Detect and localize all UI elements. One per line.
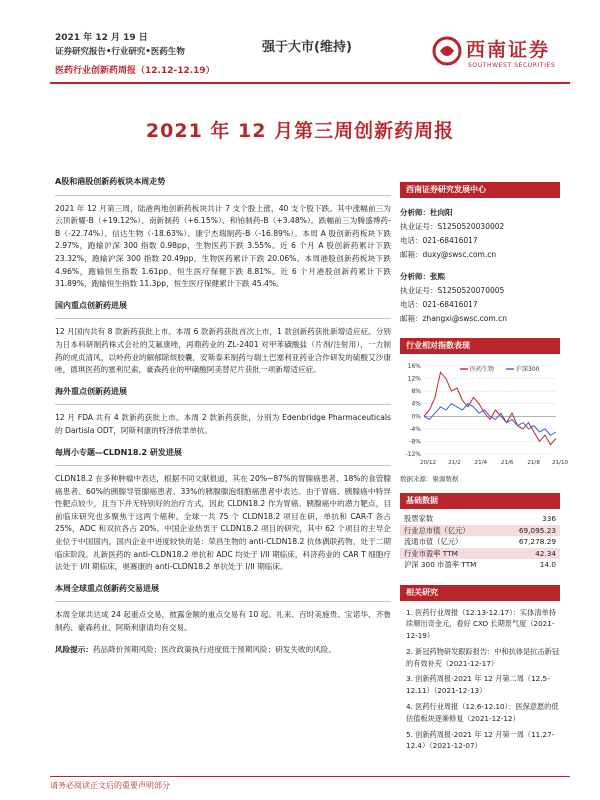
related-link[interactable]: 1. 医药行业周报（12.13-12.17）：实体清单持续顺出奇金元，看好 CXO 长期景气度（2021-12-19）	[406, 607, 556, 641]
y-tick-label: 8%	[411, 388, 421, 396]
data-value: 67,278.29	[518, 537, 556, 546]
section-heading: A股和港股创新药板块本周走势	[55, 177, 166, 186]
section-body: 12 月 FDA 共有 4 款新药获批上市。本周 2 款新药获批，分别为 Edenbridge Pharmaceuticals 的 Dartisla ODT，阿斯利康的特泽侬聿单抗。	[55, 413, 391, 435]
section-heading: 本周全球重点创新药交易进展	[55, 583, 159, 593]
analyst-name: 分析师：杜向阳	[400, 208, 453, 217]
x-tick-label: 21/8	[527, 460, 540, 466]
analyst-email[interactable]: 邮箱：zhangxi@swsc.com.cn	[400, 314, 508, 323]
data-value: 69,095.23	[518, 525, 556, 535]
legend-label: 医药生物	[470, 366, 495, 373]
header-divider	[50, 82, 570, 84]
analyst-cert: 执业证号：S1250520030002	[400, 222, 505, 231]
y-tick-label: -4%	[409, 425, 421, 433]
report-title: 2021 年 12 月第三周创新药周报	[145, 120, 455, 142]
risk-warning	[55, 644, 391, 657]
section-heading: 海外重点创新药进展	[55, 386, 127, 396]
data-label: 股票家数	[404, 514, 434, 523]
y-tick-label: -8%	[409, 438, 421, 446]
y-tick-label: 16%	[407, 363, 421, 370]
footer-disclaimer[interactable]: 请务必阅读正文后的重要声明部分	[50, 781, 170, 790]
related-link[interactable]: 4. 医药行业周报（12.6-12.10）：医保意愿的低估值板块逐渐修复（2021-12-12）	[406, 702, 559, 723]
x-tick-label: 21/10	[551, 460, 569, 466]
risk-label: 风险提示：	[55, 644, 93, 654]
data-label: 沪深 300 市盈率 TTM	[404, 560, 477, 569]
data-label: 行业总市值（亿元）	[404, 525, 470, 535]
logo-subtext: SOUTHWEST SECURITIES	[468, 62, 556, 69]
industry-rating: 强于大市(维持)	[262, 40, 352, 55]
section-heading: 每周小专题—CLDN18.2 研发进展	[55, 447, 182, 457]
data-row	[400, 525, 560, 537]
section-body: 本周全球共达成 24 起重点交易，披露金额的重点交易有 10 起。礼来、百时美施贵、宝诺华、齐鲁制药、豪森药业、阿斯利康请均有交易。	[55, 610, 391, 633]
report-date: 2021 年 12 月 19 日	[55, 33, 148, 43]
basic-data-heading: 基础数据	[400, 493, 560, 509]
section-body: 12 月国内共有 8 款新药获批上市。本周 6 款新药获批首次上市，1 款创新药获批新增适应症。分别为日本科研制药株式会社的艾氟康唑，再鼎药业的 ZL-2401 对甲苯磺酸盐（片剂/注射用），一力制药的虎贞清风，以岭药业的解郁除烦胶囊，安斯泰来制药与瑞士巴塞利亚药业合作研发的硫酸艾沙康唑，德琪医药的塞利尼索，豪森药业的甲磺酸阿美替尼片获批一项新增适应症。	[55, 327, 391, 375]
related-link[interactable]: 3. 创新药周报-2021 年 12 月第二周（12.5-12.11）（2021-12-13）	[406, 674, 550, 696]
company-logo	[432, 32, 572, 78]
data-row	[400, 513, 560, 525]
data-label: 流通市值（亿元）	[404, 537, 463, 546]
logo-emblem-icon	[432, 36, 462, 66]
y-tick-label: 4%	[411, 400, 421, 408]
section-divider	[55, 404, 391, 405]
report-series: 医药行业创新药周报（12.12-12.19）	[55, 66, 215, 76]
data-row	[400, 536, 560, 548]
section-divider	[55, 601, 391, 602]
y-tick-label: 0%	[411, 413, 421, 421]
data-value: 336	[542, 514, 556, 523]
section-divider	[55, 318, 391, 319]
section-divider	[55, 195, 391, 196]
section-divider	[55, 465, 391, 466]
analyst-name: 分析师：张熙	[400, 272, 445, 281]
legend-label: 沪深300	[516, 366, 540, 373]
data-row	[400, 559, 560, 571]
section-body: CLDN18.2 在多种肿瘤中表达，根据不同文献报道，其在 20%~87%的胃腺癌患者、18%的食管腺癌患者、60%的胰腺导管腺癌患者、33%的胰腺腺泡细胞癌患者中表达。由于胃癌、胰腺癌中特异性靶点较少，且当下并无特别好的治疗方式，因此 CLDN18.2 作为胃癌、胰腺癌中的潜力靶点，目前临床研究也多聚焦于这两个癌种。全球一共 75 个 CLDN18.2 项目在研，单抗和 CAR-T 各占 25%，ADC 和双抗各占 20%。中国企业热衷于 CLDN18.2 项目的研究，其中 62 个项目的主导企业位于中国国内。国内企业中进度较快的是：荣昌生物的 anti-CLDN18.2 抗体偶联药物，处于二期临床阶段。礼新医药的 anti-CLDN18.2 单抗和 ADC 均处于 I/II 期临床，科济药业的 CAR T 细胞疗法处于 I/II 期临床，奥赛康的 anti-CLDN18.2 单抗处于 I/II 期临床。	[55, 474, 391, 572]
chart-heading: 行业相对指数表现	[400, 338, 560, 354]
analyst-cert: 执业证号：S1250520070005	[400, 286, 505, 295]
x-tick-label: 21/4	[474, 460, 488, 466]
data-label: 行业市盈率 TTM	[404, 548, 458, 558]
related-list	[400, 607, 560, 753]
footer-divider	[50, 776, 570, 777]
report-category: 证券研究报告•行业研究•医药生物	[55, 47, 185, 57]
data-value: 14.0	[539, 560, 556, 569]
section-body: 2021 年 12 月第三周，陆港两地创新药板块共计 7 支个股上涨，40 支个股下跌。其中涨幅前三为云顶新耀-B（+19.12%）、南新制药（+6.15%）、和铂制药-B（+3.48%）。跌幅前三为腾盛博药-B（-22.74%）、信达生物（-18.63%）、康宁杰瑞制药-B（-16.89%）。本周 A 股创新药板块下跌 2.97%，跑输沪深 300 指数 0.98pp，生物医药下跌 3.55%。近 6 个月 A 股创新药累计下跌 23.32%，跑输沪深 300 指数 20.49pp，生物医药累计下跌 20.06%。本周港股创新药板块下跌 4.96%，跑输恒生指数 1.61pp，恒生医疗保健下跌 8.81%。近 6 个月港股创新药累计下跌 31.89%，跑输恒生指数 11.3pp，恒生医疗保健累计下跌 45.4%。	[55, 203, 391, 289]
chart-svg	[400, 358, 569, 470]
team-heading: 西南证券研究发展中心	[400, 182, 560, 198]
related-heading: 相关研究	[400, 585, 560, 601]
data-value: 42.34	[535, 548, 556, 558]
analyst-phone: 电话：021-68416017	[400, 236, 478, 245]
main-content	[55, 176, 391, 656]
sidebar	[400, 182, 569, 756]
relative-index-chart	[400, 358, 569, 472]
risk-text: 药品降价预期风险；医改政策执行进度低于预期风险；研发失败的风险。	[92, 644, 336, 654]
y-tick-label: 12%	[407, 375, 421, 383]
analyst-email[interactable]: 邮箱：duxy@swsc.com.cn	[400, 250, 497, 259]
data-row	[400, 548, 560, 560]
related-link[interactable]: 2. 新冠药物研发跟踪报告：中和抗体是抗击新冠的有效补充（2021-12-17）	[406, 646, 559, 668]
logo-text: 西南证券	[466, 39, 551, 61]
related-link[interactable]: 5. 创新药周报-2021 年 12 月第一周（11.27-12.4）（2021-12-07）	[406, 729, 555, 751]
y-tick-label: -12%	[405, 451, 421, 458]
x-tick-label: 21/6	[500, 460, 514, 466]
analyst-phone: 电话：021-68416017	[400, 300, 478, 309]
chart-source: 数据来源：聚源数据	[400, 475, 459, 483]
x-tick-label: 21/2	[448, 460, 461, 466]
section-heading: 国内重点创新药进展	[55, 300, 127, 310]
x-tick-label: 20/12	[419, 460, 437, 466]
